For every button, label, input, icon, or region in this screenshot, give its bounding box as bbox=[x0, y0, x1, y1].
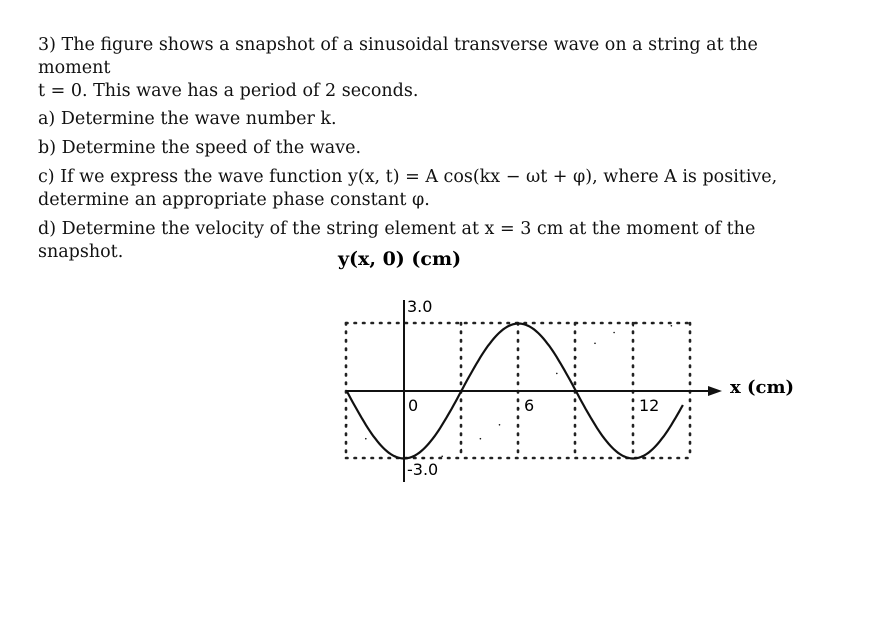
wave-point bbox=[365, 438, 367, 440]
wave-point bbox=[575, 357, 577, 359]
wave-point bbox=[403, 456, 405, 458]
wave-point bbox=[632, 325, 634, 327]
part-b: b) Determine the speed of the wave. bbox=[38, 138, 362, 158]
wave-point bbox=[671, 325, 673, 327]
part-d: d) Determine the velocity of the string element at x = 3 cm at the moment of the snapshot. bbox=[38, 219, 756, 262]
wave-point bbox=[441, 456, 443, 458]
wave-point bbox=[594, 343, 596, 345]
x-tick-6-label: 6 bbox=[524, 396, 535, 415]
origin-label: 0 bbox=[408, 396, 419, 415]
wave-point bbox=[613, 332, 615, 334]
wave-point bbox=[518, 408, 520, 410]
wave-point bbox=[556, 373, 558, 375]
wave-point bbox=[499, 424, 501, 426]
y-axis-title: y(x, 0) (cm) bbox=[338, 248, 462, 270]
x-axis-arrow bbox=[708, 386, 722, 396]
wave-point bbox=[422, 458, 424, 460]
y-min-label: -3.0 bbox=[407, 460, 439, 479]
wave-point bbox=[537, 390, 539, 392]
x-axis-title: x (cm) bbox=[730, 377, 795, 398]
wave-point bbox=[652, 323, 654, 325]
wave-point bbox=[461, 449, 463, 451]
problem-line-1: 3) The figure shows a snapshot of a sinusoidal transverse wave on a string at the moment bbox=[38, 35, 758, 78]
part-c-line-1: c) If we express the wave function y(x, t) = A cos(kx − ωt + φ), where A is positive, bbox=[38, 167, 778, 187]
wave-point bbox=[346, 424, 348, 426]
problem-line-2: t = 0. This wave has a period of 2 seconds. bbox=[38, 81, 419, 101]
y-max-label: 3.0 bbox=[407, 297, 433, 316]
x-tick-12-label: 12 bbox=[639, 396, 660, 415]
wave-point bbox=[480, 438, 482, 440]
wave-point bbox=[384, 449, 386, 451]
part-c-line-2: determine an appropriate phase constant φ. bbox=[38, 190, 430, 210]
part-a: a) Determine the wave number k. bbox=[38, 109, 337, 129]
